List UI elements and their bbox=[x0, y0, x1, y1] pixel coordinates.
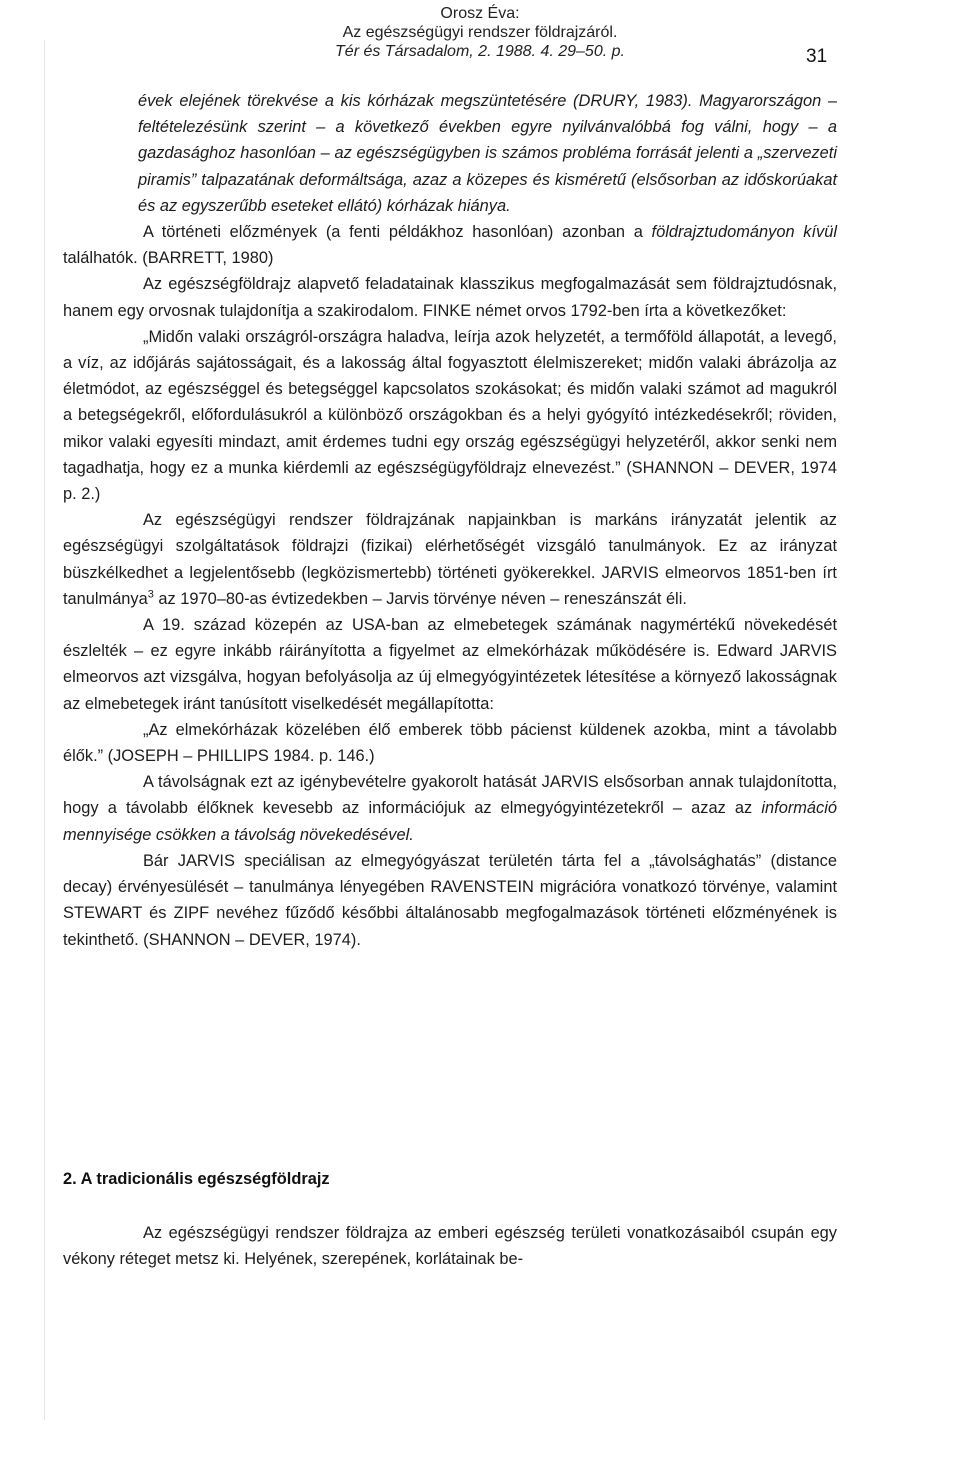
footnote-ref: 3 bbox=[147, 588, 154, 601]
header-author: Orosz Éva: bbox=[440, 5, 520, 22]
section-paragraph: Az egészségügyi rendszer földrajza az emberi egészség területi vonatkozásaiból csupán egy vékony réteget metsz ki. Helyének, szerepének, korlátainak be- bbox=[63, 1224, 837, 1269]
page-number: 31 bbox=[806, 46, 828, 67]
quote-jarvis: „Az elmekórházak közelében élő emberek több pácienst küldenek azokba, mint a távolabb élők.” (JOSEPH – PHILLIPS 1984. p. 146.) bbox=[63, 720, 837, 766]
paragraph-jarvis: A 19. század közepén az USA-ban az elmebetegek számának nagymértékű növekedését észlelték – ez egyre inkább ráirányította a figyelmet az elmekórházak működésére is. Edward JARVIS elmeorvos azt vizsgálva, hogyan befolyásolja az új elmegyógyintézetek létesítése a környező lakosságnak az elmebetegek iránt tanúsított viselkedését megállapította: bbox=[63, 616, 837, 713]
header-source: Tér és Társadalom, 2. 1988. 4. 29–50. p. bbox=[335, 43, 625, 60]
header-title: Az egészségügyi rendszer földrajzáról. bbox=[342, 24, 618, 41]
paragraph-finke: Az egészségföldrajz alapvető feladatainak klasszikus megfogalmazását sem földrajztudósnak, hanem egy orvosnak tulajdonítja a szakirodalom. FINKE német orvos 1792-ben írta a következőket: bbox=[63, 275, 837, 320]
section-heading: 2. A tradicionális egészségföldrajz bbox=[63, 1170, 330, 1188]
paragraph-history: A történeti előzmények (a fenti példákhoz hasonlóan) azonban a földrajztudományon kívül találhatók. (BARRETT, 1980) bbox=[63, 223, 837, 268]
paragraph-accessibility: Az egészségügyi rendszer földrajzának napjainkban is markáns irányzatát jelentik az egészségügyi szolgáltatások földrajzi (fizikai) elérhetőségét vizsgáló tanulmányok. Ez az irányzat büszkélkedhet a legjelentősebb (legközismertebb) történeti gyökerekkel. JARVIS elmeorvos 1851-ben írt tanulmánya$^3$ az 1970–80-as évtizedekben – Jarvis törvénye néven – reneszánszát éli. bbox=[63, 511, 837, 608]
main-text bbox=[63, 88, 837, 953]
italic-paragraph: évek elejének törekvése a kis kórházak megszüntetésére (DRURY, 1983). Magyarországon – feltételezésünk szerint – a következő években egyre nyilvánvalóbbá fog válni, hogy – a gazdasághoz hasonlóan – az egészségügyben is számos probléma forrását jelenti a „szervezeti piramis” talpazatának deformáltsága, azaz a közepes és kisméretű (elsősorban az időskorúakat és az egyszerűbb eseteket ellátó) kórházak hiánya. bbox=[138, 92, 837, 215]
paragraph-distance: A távolságnak ezt az igénybevételre gyakorolt hatását JARVIS elsősorban annak tulajdonította, hogy a távolabb élőknek kevesebb az információjuk az elmegyógyintézetekről – azaz az információ mennyisége csökken a távolság növekedésével. bbox=[63, 773, 837, 844]
paragraph-distance-decay: Bár JARVIS speciálisan az elmegyógyászat területén tárta fel a „távolsághatás” (distance decay) érvényesülését – tanulmánya lényegében RAVENSTEIN migrációra vonatkozó törvénye, valamint STEWART és ZIPF nevéhez fűződő későbbi általánosabb megfogalmazások történeti előzményének is tekinthető. (SHANNON – DEVER, 1974). bbox=[63, 851, 837, 949]
quote-finke: „Midőn valaki országról-országra haladva, leírja azok helyzetét, a termőföld állapotát, a levegő, a víz, az időjárás sajátosságait, és a lakosság által fogyasztott élelmiszereket; midőn valaki ábrázolja az életmódot, az egészséggel és betegséggel kapcsolatos szokásokat; és midőn valaki számot ad magukról a betegségekről, előfordulásukról a különböző országokban és a helyi gyógyító intézkedésekről; röviden, mikor valaki egyesíti mindazt, amit érdemes tudni egy ország egészségügyi helyzetéről, akkor senki nem tagadhatja, hogy ez a munka kiérdemli az egészségügyföldrajz elnevezést.” (SHANNON – DEVER, 1974 p. 2.) bbox=[63, 327, 837, 504]
section-text bbox=[63, 1220, 837, 1272]
scan-margin-line bbox=[44, 40, 45, 1420]
